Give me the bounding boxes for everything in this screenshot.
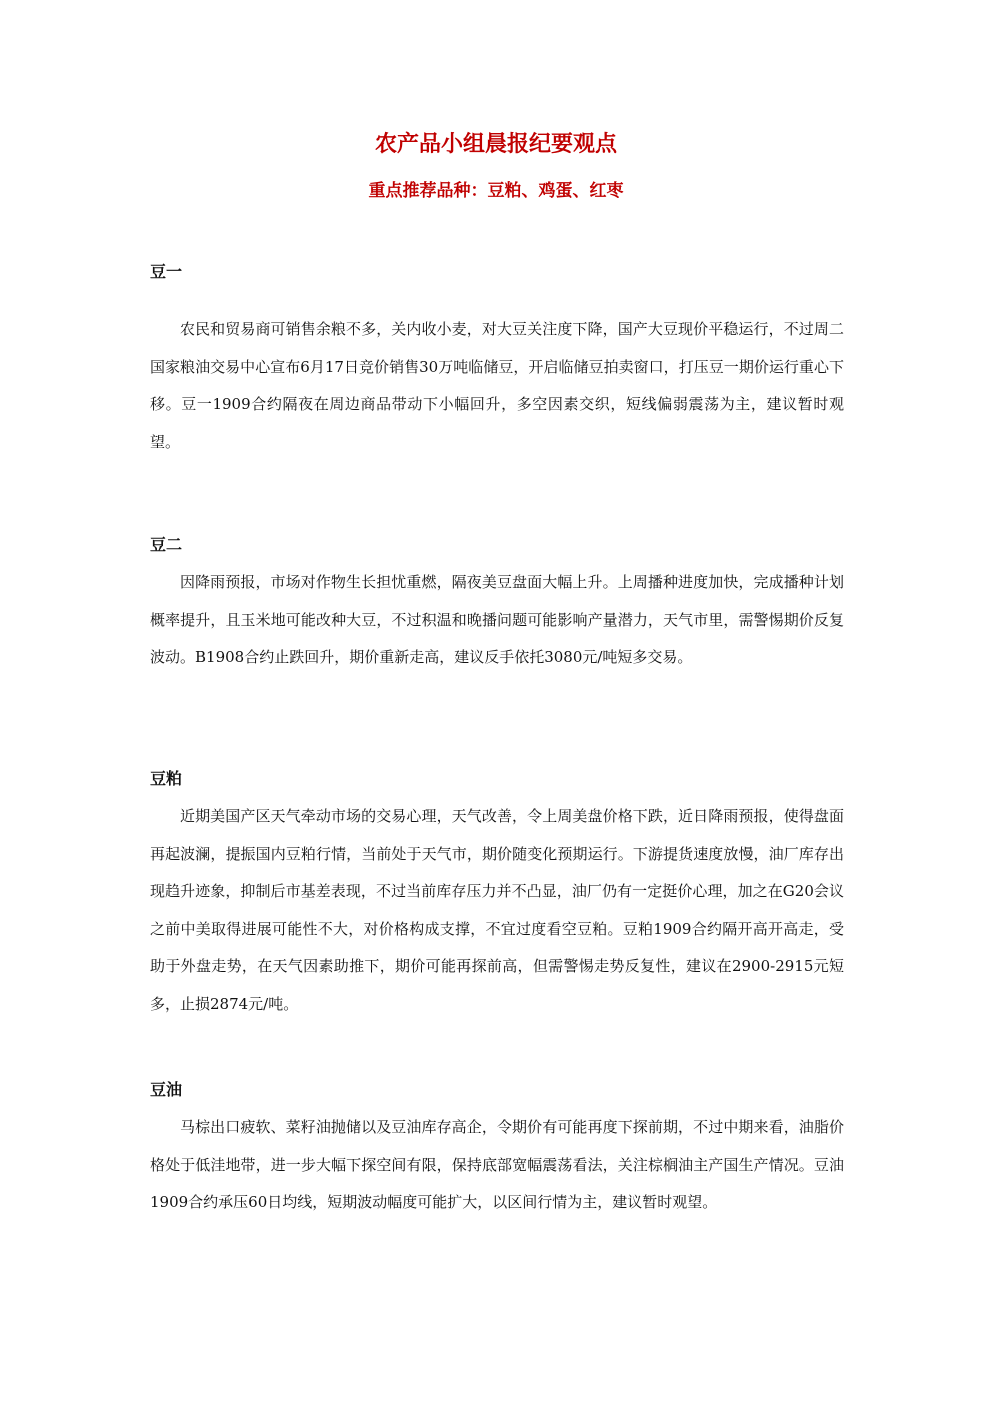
section-body-douyou: 马棕出口疲软、菜籽油抛储以及豆油库存高企，令期价有可能再度下探前期，不过中期来看，油脂价格处于低洼地带，进一步大幅下探空间有限，保持底部宽幅震荡看法，关注棕榈油主产国生产情况。豆油1909合约承压60日均线，短期波动幅度可能扩大，以区间行情为主，建议暂时观望。 [150,1118,844,1211]
section-body-doupo: 近期美国产区天气牵动市场的交易心理，天气改善，令上周美盘价格下跌，近日降雨预报，使得盘面再起波澜，提振国内豆粕行情，当前处于天气市，期价随变化预期运行。下游提货速度放慢，油厂库存出现趋升迹象，抑制后市基差表现，不过当前库存压力并不凸显，油厂仍有一定挺价心理，加之在G20会议之前中美取得进展可能性不大，对价格构成支撑，不宜过度看空豆粕。豆粕1909合约隔开高开高走，受助于外盘走势，在天气因素助推下，期价可能再探前高，但需警惕走势反复性，建议在2900-2915元短多，止损2874元/吨。 [150,807,844,1013]
section-heading-doupo: 豆粕 [150,769,183,788]
section-heading-douyou: 豆油 [150,1080,183,1099]
section-body-douyi: 农民和贸易商可销售余粮不多，关内收小麦，对大豆关注度下降，国产大豆现价平稳运行，不过周二国家粮油交易中心宣布6月17日竞价销售30万吨临储豆，开启临储豆拍卖窗口，打压豆一期价运行重心下移。豆一1909合约隔夜在周边商品带动下小幅回升，多空因素交织，短线偏弱震荡为主，建议暂时观望。 [150,320,844,451]
section-body-douer: 因降雨预报，市场对作物生长担忧重燃，隔夜美豆盘面大幅上升。上周播种进度加快，完成播种计划概率提升，且玉米地可能改种大豆，不过积温和晚播问题可能影响产量潜力，天气市里，需警惕期价反复波动。B1908合约止跌回升，期价重新走高，建议反手依托3080元/吨短多交易。 [150,573,844,666]
page-title: 农产品小组晨报纪要观点 [374,132,617,157]
section-heading-douer: 豆二 [150,535,183,554]
section-heading-douyi: 豆一 [150,262,183,281]
page-subtitle: 重点推荐品种：豆粕、鸡蛋、红枣 [368,181,624,201]
